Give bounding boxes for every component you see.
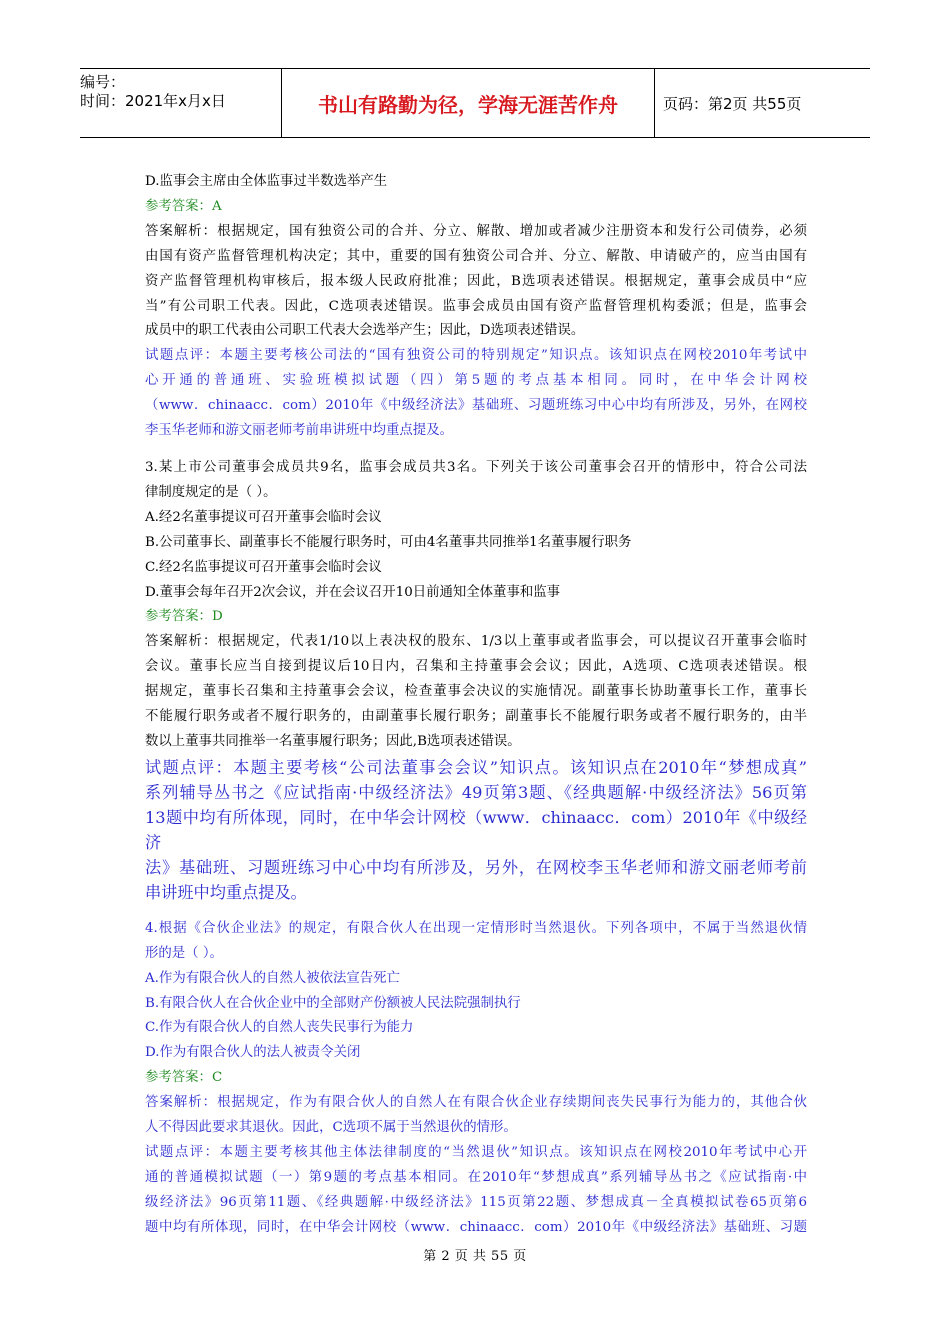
q4-comment-line: 级经济法》96页第11题、《经典题解·中级经济法》115页第22题、梦想成真－全真模拟试卷65页第6 bbox=[145, 1194, 807, 1210]
q3-comment-line: 试题点评：本题主要考核“公司法董事会会议”知识点。该知识点在2010年“梦想成真” bbox=[145, 757, 807, 777]
q4-answer: 参考答案：C bbox=[145, 1070, 223, 1086]
page-header bbox=[80, 68, 870, 138]
q2-analysis-line: 答案解析：根据规定，国有独资公司的合并、分立、解散、增加或者减少注册资本和发行公司债券，必须 bbox=[145, 223, 807, 239]
q2-option-d: D.监事会主席由全体监事过半数选举产生 bbox=[145, 174, 388, 189]
q2-comment-line: 试题点评：本题主要考核公司法的“国有独资公司的特别规定”知识点。该知识点在网校2010年考试中 bbox=[145, 348, 807, 364]
q4-option: B.有限合伙人在合伙企业中的全部财产份额被人民法院强制执行 bbox=[145, 995, 521, 1011]
q2-analysis-line: 由国有资产监督管理机构决定；其中，重要的国有独资公司合并、分立、解散、申请破产的，应当由国有 bbox=[145, 248, 807, 264]
q4-comment-line: 题中均有所体现，同时，在中华会计网校（www．chinaacc．com）2010年《中级经济法》基础班、习题 bbox=[145, 1219, 807, 1235]
header-meta bbox=[80, 69, 282, 137]
q3-comment-line: 法》基础班、习题班练习中心中均有所涉及，另外，在网校李玉华老师和游文丽老师考前 bbox=[145, 857, 807, 877]
q4-option: A.作为有限合伙人的自然人被依法宣告死亡 bbox=[145, 970, 400, 986]
q3-analysis-line: 数以上董事共同推举一名董事履行职务；因此,B选项表述错误。 bbox=[145, 733, 521, 749]
q2-answer: 参考答案：A bbox=[145, 198, 222, 214]
q4-option: D.作为有限合伙人的法人被责令关闭 bbox=[145, 1045, 361, 1061]
q3-analysis-line: 据规定，董事长召集和主持董事会会议，检查董事会决议的实施情况。副董事长协助董事长工作，董事长 bbox=[145, 684, 807, 700]
q2-comment-line: 心开通的普通班、实验班模拟试题（四）第5题的考点基本相同。同时，在中华会计网校 bbox=[145, 373, 807, 389]
q4-comment-line: 试题点评：本题主要考核其他主体法律制度的“当然退伙”知识点。该知识点在网校2010年考试中心开 bbox=[145, 1145, 807, 1160]
q3-option: B.公司董事长、副董事长不能履行职务时，可由4名董事共同推举1名董事履行职务 bbox=[145, 534, 632, 550]
q4-stem-line: 4.根据《合伙企业法》的规定，有限合伙人在出现一定情形时当然退伙。下列各项中，不属于当然退伙情 bbox=[145, 920, 807, 936]
q3-answer: 参考答案：D bbox=[145, 609, 223, 625]
document-date-label: 时间：2021年x月x日 bbox=[80, 92, 226, 110]
q3-comment-line: 13题中均有所体现，同时，在中华会计网校（www．chinaacc．com）2010年《中级经济 bbox=[145, 807, 807, 852]
header-page-number: 页码：第2页 共55页 bbox=[663, 94, 802, 113]
q4-comment-line: 通的普通模拟试题（一）第9题的考点基本相同。在2010年“梦想成真”系列辅导丛书之《应试指南·中 bbox=[145, 1169, 807, 1185]
q3-option: A.经2名董事提议可召开董事会临时会议 bbox=[145, 509, 382, 525]
q3-analysis-line: 答案解析：根据规定，代表1/10以上表决权的股东、1/3以上董事或者监事会，可以提议召开董事会临时 bbox=[145, 634, 807, 650]
q2-analysis-line: 成员中的职工代表由公司职工代表大会选举产生；因此，D选项表述错误。 bbox=[145, 323, 585, 339]
q3-stem-line: 律制度规定的是（ ）。 bbox=[145, 484, 277, 500]
q2-comment-line: 李玉华老师和游文丽老师考前串讲班中均重点提及。 bbox=[145, 423, 453, 439]
page-footer: 第 2 页 共 55 页 bbox=[423, 1249, 527, 1264]
q3-stem-line: 3.某上市公司董事会成员共9名，监事会成员共3名。下列关于该公司董事会召开的情形中，符合公司法 bbox=[145, 459, 807, 475]
q3-option: C.经2名监事提议可召开董事会临时会议 bbox=[145, 559, 382, 575]
q3-analysis-line: 会议。董事长应当自接到提议后10日内，召集和主持董事会会议；因此，A选项、C选项表述错误。根 bbox=[145, 659, 807, 675]
q3-comment-line: 系列辅导丛书之《应试指南·中级经济法》49页第3题、《经典题解·中级经济法》56页第 bbox=[145, 782, 807, 802]
q4-stem-line: 形的是（ ）。 bbox=[145, 945, 223, 961]
q4-analysis-line: 答案解析：根据规定，作为有限合伙人的自然人在有限合伙企业存续期间丧失民事行为能力的，其他合伙 bbox=[145, 1095, 807, 1111]
document-number-label: 编号： bbox=[80, 73, 126, 91]
q3-analysis-line: 不能履行职务或者不履行职务的，由副董事长履行职务；副董事长不能履行职务或者不履行职务的，由半 bbox=[145, 709, 807, 725]
q3-option: D.董事会每年召开2次会议，并在会议召开10日前通知全体董事和监事 bbox=[145, 584, 561, 600]
q3-comment-line: 串讲班中均重点提及。 bbox=[145, 882, 307, 902]
document-body bbox=[145, 170, 807, 1241]
q4-analysis-line: 人不得因此要求其退伙。因此，C选项不属于当然退伙的情形。 bbox=[145, 1120, 517, 1136]
q2-analysis-line: 资产监督管理机构审核后，报本级人民政府批准；因此，B选项表述错误。根据规定，董事会成员中“应 bbox=[145, 273, 807, 289]
q2-analysis-line: 当”有公司职工代表。因此，C选项表述错误。监事会成员由国有资产监督管理机构委派；但是，监事会 bbox=[145, 298, 807, 314]
q4-option: C.作为有限合伙人的自然人丧失民事行为能力 bbox=[145, 1020, 414, 1036]
q2-comment-line: （www．chinaacc．com）2010年《中级经济法》基础班、习题班练习中心中均有所涉及，另外，在网校 bbox=[145, 398, 807, 414]
header-motto: 书山有路勤为径，学海无涯苦作舟 bbox=[282, 69, 655, 137]
